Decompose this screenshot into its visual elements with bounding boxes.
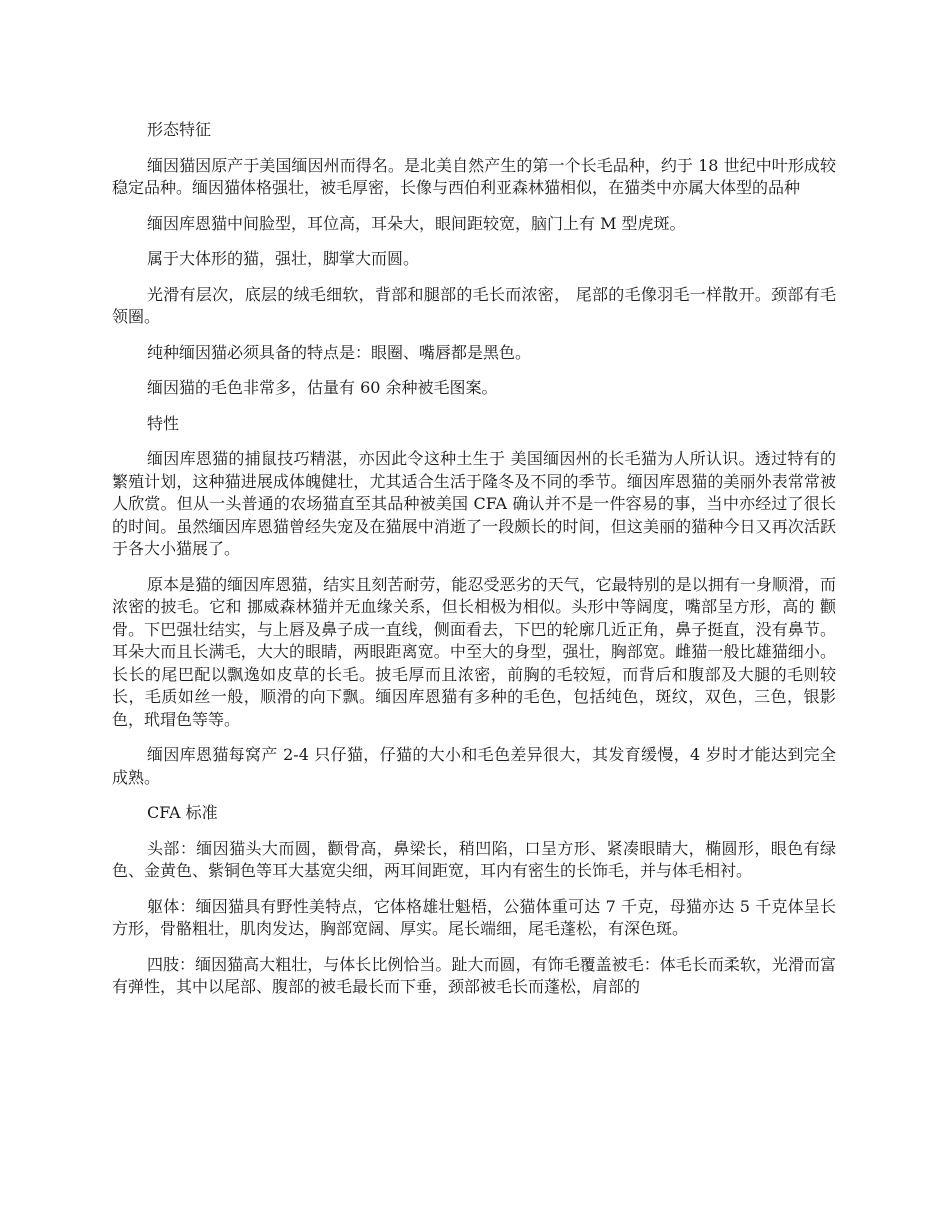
paragraph-litter: 缅因库恩猫每窝产 2-4 只仔猫，仔猫的大小和毛色差异很大，其发育缓慢，4 岁时才能达到完全成熟。 xyxy=(112,745,836,787)
paragraph-face: 缅因库恩猫中间脸型，耳位高，耳朵大，眼间距较宽，脑门上有 M 型虎斑。 xyxy=(147,213,686,233)
paragraph-purebred: 纯种缅因猫必须具备的特点是：眼圈、嘴唇都是黑色。 xyxy=(147,342,532,362)
paragraph-body-size: 属于大体形的猫，强壮，脚掌大而圆。 xyxy=(147,249,420,268)
paragraph-colors: 缅因猫的毛色非常多，估量有 60 余种被毛图案。 xyxy=(147,378,498,397)
paragraph-coat: 光滑有层次，底层的绒毛细软，背部和腿部的毛长而浓密， 尾部的毛像羽毛一样散开。颈部有毛领圈。 xyxy=(112,284,836,326)
paragraph-head: 头部：缅因猫头大而圆，颧骨高，鼻梁长，稍凹陷，口呈方形、紧凑眼睛大，椭圆形，眼色有绿色、金黄色、紫铜色等耳大基宽尖细，两耳间距宽，耳内有密生的长饰毛，并与体毛相衬。 xyxy=(112,838,836,880)
heading-traits: 特性 xyxy=(147,413,180,433)
paragraph-limbs: 四肢：缅因猫高大粗壮，与体长比例恰当。趾大而圆，有饰毛覆盖被毛：体毛长而柔软，光滑而富有弹性，其中以尾部、腹部的被毛最长而下垂，颈部被毛长而蓬松，肩部的 xyxy=(112,954,836,996)
heading-morphology: 形态特征 xyxy=(147,120,212,139)
paragraph-history: 缅因库恩猫的捕鼠技巧精湛，亦因此令这种土生于 美国缅因州的长毛猫为人所认识。透过特有的繁殖计划，这种猫进展成体魄健壮，尤其适合生活于隆冬及不同的季节。缅因库恩猫的美丽外表常常被人欣赏。但从一头普通的农场猫直至其品种被美国 CFA 确认并不是一件容易的事，当中亦经过了很长的时间。虽然缅因库恩猫曾经失宠及在猫展中消逝了一段颇长的时间，但这美丽的猫种今日又再次活跃 于各大小猫展了。 xyxy=(112,449,836,558)
heading-cfa-standard: CFA 标准 xyxy=(147,803,218,822)
paragraph-description: 原本是猫的缅因库恩猫，结实且刻苦耐劳，能忍受恶劣的天气，它最特别的是以拥有一身顺滑，而浓密的披毛。它和 挪威森林猫并无血缘关系，但长相极为相似。头形中等阔度，嘴部呈方形，高的 颧骨。下巴强壮结实，与上唇及鼻子成一直线，侧面看去，下巴的轮廓几近正角，鼻子挺直，没有鼻节。耳朵大而且长满毛，大大的眼睛，两眼距离宽。中至大的身型，强壮，胸部宽。雌猫一般比雄猫细小。长长的尾巴配以飘逸如皮草的长毛。披毛厚而且浓密，前胸的毛较短，而背后和腹部及大腿的毛则较长，毛质如丝一般，顺滑的向下飘。缅因库恩猫有多种的毛色，包括纯色，斑纹，双色，三色，银影色，玳瑁色等等。 xyxy=(112,574,836,729)
paragraph-origin: 缅因猫因原产于美国缅因州而得名。是北美自然产生的第一个长毛品种，约于 18 世纪中叶形成较稳定品种。缅因猫体格强壮，被毛厚密，长像与西伯利亚森林猫相似，在猫类中亦属大体型的品种 xyxy=(112,155,836,197)
document-page xyxy=(112,119,836,1012)
paragraph-torso: 躯体：缅因猫具有野性美特点，它体格雄壮魁梧，公猫体重可达 7 千克，母猫亦达 5 千克体呈长方形，骨骼粗壮，肌肉发达，胸部宽阔、厚实。尾长端细，尾毛蓬松，有深色斑。 xyxy=(112,896,836,938)
